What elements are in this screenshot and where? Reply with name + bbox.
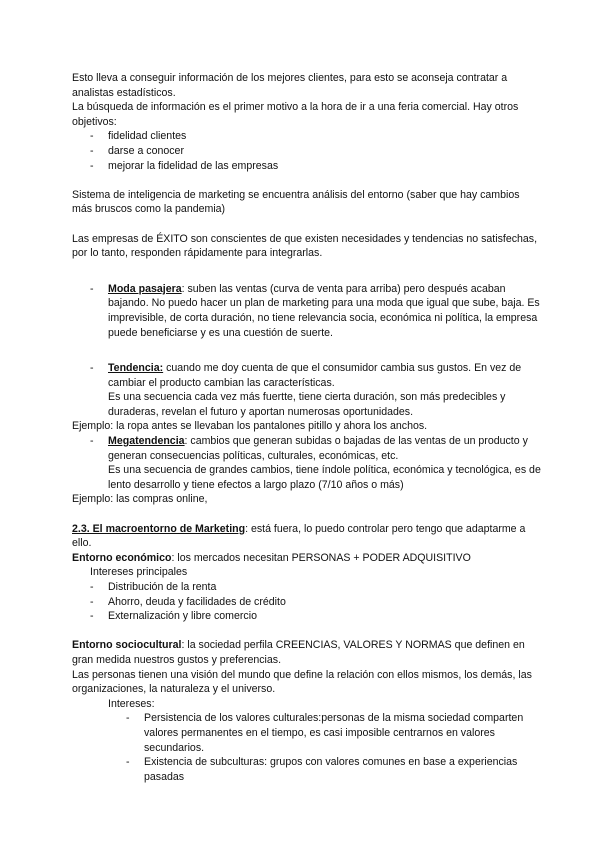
megatendencia-detail: Es una secuencia de grandes cambios, tiene índole política, económica y tecnológica, es de lento desarrollo y tiene efectos a largo plazo (7/10 años o más) bbox=[108, 464, 541, 491]
list-item: - fidelidad clientes bbox=[90, 130, 187, 143]
sociocultural-list bbox=[72, 711, 542, 784]
term-moda: Moda pasajera bbox=[108, 282, 182, 295]
list-item-moda: - Moda pasajera: suben las ventas (curva de venta para arriba) pero después acaban bajando. No puedo hacer un plan de marketing para una moda que igual que sube, baja. Es imprevisible, de corta duración, no tiene relevancia socia, económica ni política, la empresa puede beneficiarse y es una cuestión de suerte. bbox=[90, 282, 540, 339]
list-item: - Existencia de subculturas: grupos con valores comunes en base a experiencias pasadas bbox=[126, 756, 518, 783]
paragraph-exito: Las empresas de ÉXITO son conscientes de que existen necesidades y tendencias no satisfechas, por lo tanto, responden rápidamente para integrarlas. bbox=[72, 232, 538, 260]
paragraph-analistas: Esto lleva a conseguir información de los mejores clientes, para esto se aconseja contratar a analistas estadísticos. bbox=[72, 72, 508, 99]
list-item: - darse a conocer bbox=[90, 144, 184, 157]
intereses-principales: Intereses principales bbox=[90, 566, 188, 579]
dash-bullet: - bbox=[90, 144, 94, 157]
ejemplo-ropa: Ejemplo: la ropa antes se llevaban los pantalones pitillo y ahora los anchos. bbox=[72, 420, 428, 433]
tendencia-detail: Es una secuencia cada vez más fuertte, tiene cierta duración, son más predecibles y duraderas, revelan el futuro y aportan numerosas oportunidades. bbox=[108, 391, 506, 418]
entorno-sociocultural-label: Entorno sociocultural bbox=[72, 639, 182, 652]
dash-bullet: - bbox=[126, 712, 130, 725]
term-megatendencia: Megatendencia bbox=[108, 435, 185, 448]
list-item: - Ahorro, deuda y facilidades de crédito bbox=[90, 595, 286, 608]
objectives-list bbox=[72, 129, 542, 173]
dash-bullet: - bbox=[90, 595, 94, 608]
paragraph-sistema: Sistema de inteligencia de marketing se encuentra análisis del entorno (saber que hay cambios más bruscos como la pandemia) bbox=[72, 188, 520, 216]
intereses-label: Intereses: bbox=[108, 697, 155, 710]
dash-bullet: - bbox=[90, 362, 94, 375]
dash-bullet: - bbox=[90, 435, 94, 448]
list-item: - Externalización y libre comercio bbox=[90, 610, 257, 623]
list-item: - Persistencia de los valores culturales:personas de la misma sociedad comparten valores permanentes en el tiempo, es casi imposible centrarnos en valores secundarios. bbox=[126, 712, 524, 754]
entorno-economico-label: Entorno económico bbox=[72, 551, 172, 564]
section-heading: 2.3. El macroentorno de Marketing bbox=[72, 522, 246, 535]
dash-bullet: - bbox=[90, 282, 94, 295]
term-tendencia: Tendencia: bbox=[108, 362, 164, 375]
trends-list bbox=[72, 282, 542, 340]
dash-bullet: - bbox=[90, 581, 94, 593]
list-item-megatendencia: - Megatendencia: cambios que generan subidas o bajadas de las ventas de un producto y generan consecuencias políticas, culturales, económicas, etc. bbox=[90, 435, 528, 462]
list-item: - Distribución de la renta bbox=[90, 581, 217, 593]
dash-bullet: - bbox=[90, 159, 94, 172]
dash-bullet: - bbox=[90, 610, 94, 623]
ejemplo-compras: Ejemplo: las compras online, bbox=[72, 493, 208, 506]
list-item-tendencia: - Tendencia: cuando me doy cuenta de que el consumidor cambia sus gustos. En vez de cambiar el producto cambian las características. bbox=[90, 362, 522, 389]
economico-list bbox=[72, 580, 542, 624]
dash-bullet: - bbox=[90, 130, 94, 143]
dash-bullet: - bbox=[126, 756, 130, 769]
sociocultural-paragraph: Entorno sociocultural: la sociedad perfila CREENCIAS, VALORES Y NORMAS que definen en gran medida nuestros gustos y preferencias. bbox=[72, 639, 525, 666]
economico-paragraph: Entorno económico: los mercados necesitan PERSONAS + PODER ADQUISITIVO bbox=[72, 551, 471, 564]
vision-paragraph: Las personas tienen una visión del mundo que define la relación con ellos mismos, los demás, las organizaciones, la naturaleza y el universo. bbox=[72, 668, 532, 696]
list-item: - mejorar la fidelidad de las empresas bbox=[90, 159, 279, 172]
document-page bbox=[72, 71, 542, 784]
macroentorno-paragraph: 2.3. El macroentorno de Marketing: está fuera, lo puedo controlar pero tengo que adaptarme a ello. bbox=[72, 522, 526, 550]
paragraph-busqueda: La búsqueda de información es el primer motivo a la hora de ir a una feria comercial. Hay otros objetivos: bbox=[72, 101, 519, 128]
